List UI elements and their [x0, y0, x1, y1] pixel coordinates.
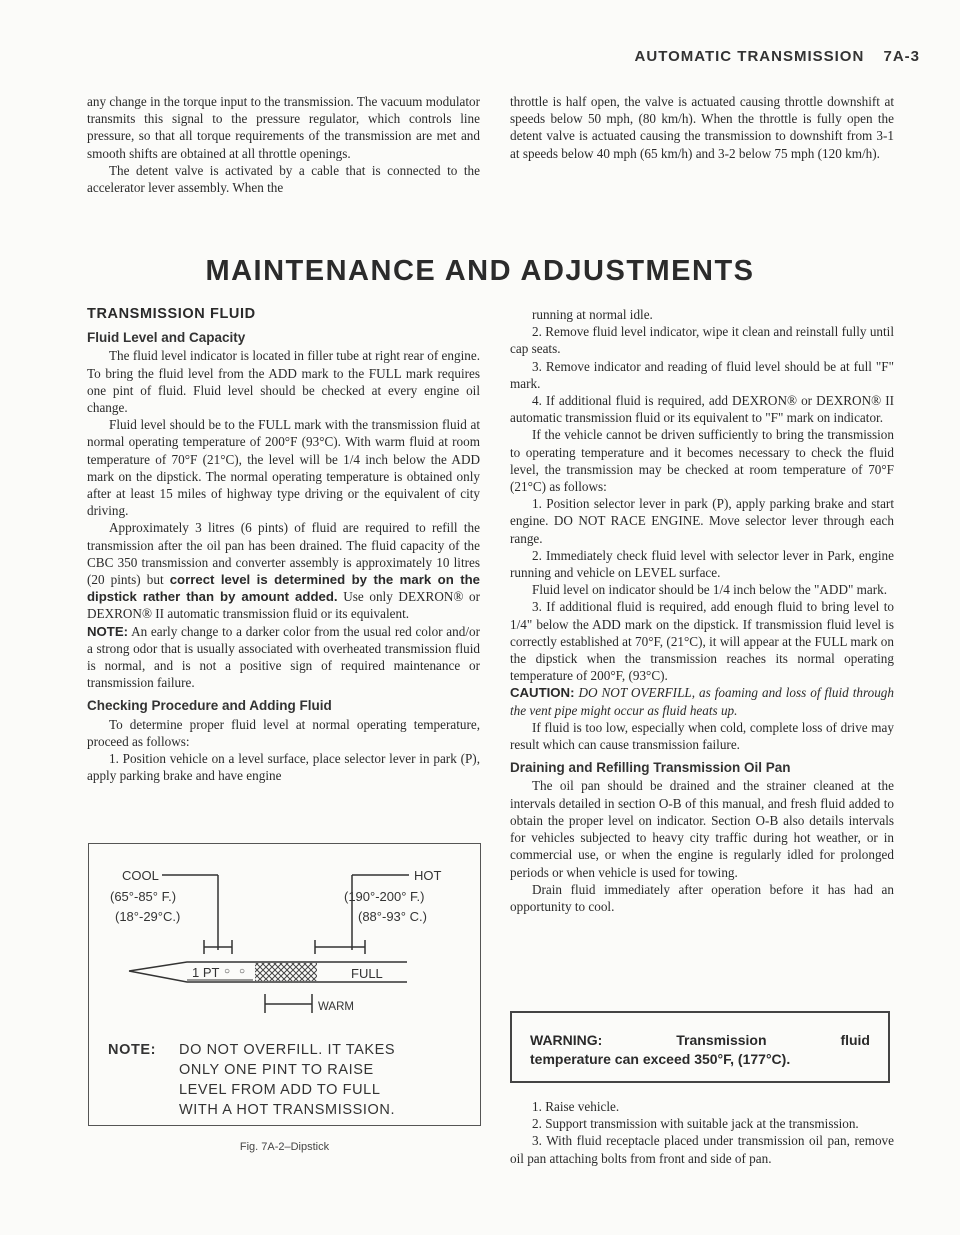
intro-paragraph-2: The detent valve is activated by a cable that is connected to the accelerator lever assembly. When the [87, 162, 480, 196]
one-pint-label: 1 PT [192, 965, 220, 980]
warm-label: WARM [318, 1001, 354, 1013]
page-number: 7A-3 [883, 48, 920, 65]
caution-text: DO NOT OVERFILL, as foaming and loss of fluid through the vent pipe might occur as fluid heats up. [510, 685, 894, 718]
add-mark-icon: ○ [224, 966, 231, 977]
warning-line: temperature can exceed 350°F, (177°C). [530, 1051, 791, 1067]
subheading-checking-procedure: Checking Procedure and Adding Fluid [87, 698, 332, 714]
full-zone-hatch [255, 963, 317, 981]
step: 1. Position vehicle on a level surface, place selector lever in park (P), apply parking brake and have engine [87, 751, 480, 784]
figure-note-line: WITH A HOT TRANSMISSION. [179, 1102, 396, 1118]
step: 3. With fluid receptacle placed under transmission oil pan, remove oil pan attaching bolts from front and side of pan. [510, 1133, 894, 1166]
step: 3. Remove indicator and reading of fluid level should be at full "F" mark. [510, 358, 894, 391]
cool-label: COOL [122, 868, 159, 883]
cool-celsius: (18°-29°C.) [115, 909, 181, 924]
warning-line [530, 1031, 870, 1050]
subheading-fluid-level: Fluid Level and Capacity [87, 330, 246, 346]
paragraph: Drain fluid immediately after operation before it has had an opportunity to cool. [510, 881, 894, 914]
paragraph: To determine proper fluid level at normal operating temperature, proceed as follows: [87, 716, 480, 749]
page-header [621, 48, 920, 65]
figure-note-line: ONLY ONE PINT TO RAISE [179, 1062, 374, 1078]
hot-fahrenheit: (190°-200° F.) [344, 889, 425, 904]
step: 2. Support transmission with suitable jack at the transmission. [532, 1116, 859, 1132]
subheading-draining: Draining and Refilling Transmission Oil Pan [510, 760, 791, 776]
left-column [87, 306, 480, 784]
intro-right-paragraph: throttle is half open, the valve is actuated causing throttle downshift at speeds below 50 mph, (80 km/h). When the throttle is fully open the detent valve is actuated causing the transmission to downshift from 3-1 at speeds below 40 mph (65 km/h) and 3-2 below 75 mph (120 km/h). [510, 94, 894, 161]
step: 4. If additional fluid is required, add DEXRON® or DEXRON® II automatic transmission fluid or its equivalent to "F" mark on indicator. [510, 393, 894, 426]
paragraph: If the vehicle cannot be driven sufficiently to bring the transmission to operating temperature and it becomes necessary to check the fluid level, the transmission may be checked at room temperature of 70°F (21°C) as follows: [510, 427, 894, 495]
warning-label: WARNING: [530, 1032, 603, 1048]
paragraph: If fluid is too low, especially when cold, complete loss of drive may result which can cause transmission failure. [510, 719, 894, 753]
full-label: FULL [351, 966, 383, 981]
warning-box [510, 1011, 890, 1083]
cool-fahrenheit: (65°-85° F.) [110, 889, 177, 904]
figure-caption: Fig. 7A-2–Dipstick [239, 1141, 330, 1153]
figure-note-line: DO NOT OVERFILL. IT TAKES [179, 1042, 396, 1058]
right-column [510, 306, 894, 915]
note [87, 623, 480, 692]
section-title: AUTOMATIC TRANSMISSION [634, 48, 865, 65]
heading-transmission-fluid: TRANSMISSION FLUID [87, 306, 256, 322]
caution [510, 684, 894, 718]
full-mark-icon: ○ [239, 966, 246, 977]
paragraph-text: Use only DEXRON® or DEXRON® II automatic transmission fluid or its equivalent. [87, 589, 481, 622]
step: 1. Position selector lever in park (P), apply parking brake and start engine. DO NOT RACE ENGINE. Move selector lever through each range. [510, 496, 894, 546]
note-label: NOTE: [87, 623, 129, 639]
hot-label: HOT [414, 868, 442, 883]
caution-label: CAUTION: [510, 685, 575, 701]
emphasis-text: correct level is determined by the mark on the dipstick rather than by amount added. [87, 572, 480, 605]
dipstick-figure [88, 843, 481, 1126]
warning-word: fluid [840, 1032, 870, 1048]
warning-word: Transmission [676, 1032, 767, 1048]
paragraph: Fluid level should be to the FULL mark with the transmission fluid at normal operating temperature of 200°F (93°C). With warm fluid at room temperature of 70°F (21°C), the level will be 1/4 inch below the ADD mark on the dipstick. The normal operating temperature is obtained only after at least 15 miles of highway type driving or the equivalent of city driving. [87, 417, 480, 519]
step: 1. Raise vehicle. [532, 1099, 620, 1114]
step: 2. Immediately check fluid level with selector lever in Park, engine running and vehicle on LEVEL surface. [510, 547, 894, 581]
paragraph: Fluid level on indicator should be 1/4 inch below the "ADD" mark. [532, 582, 888, 598]
step: 3. If additional fluid is required, add enough fluid to bring level to 1/4" below the ADD mark on the dipstick. If transmission fluid level is correctly established at 70°F, (21°C), it will appear at the FULL mark on the dipstick when the transmission reaches its normal operating temperature of 200°F, (93°C). [510, 599, 894, 684]
figure-note-label: NOTE: [108, 1042, 157, 1058]
paragraph: The fluid level indicator is located in filler tube at right rear of engine. To bring the fluid level from the ADD mark to the FULL mark requires one pint of fluid. Fluid level should be checked at every engine oil change. [87, 348, 480, 416]
paragraph [87, 519, 480, 622]
intro-right-column [510, 93, 894, 162]
hot-celsius: (88°-93° C.) [358, 909, 427, 924]
intro-paragraph: any change in the torque input to the transmission. The vacuum modulator transmits this signal to the pressure regulator, which controls line pressure, so that all torque requirements of the transmission are met and smooth shifts are obtained at all throttle openings. [87, 94, 480, 161]
figure-note-line: LEVEL FROM ADD TO FULL [179, 1082, 381, 1098]
paragraph: running at normal idle. [532, 307, 653, 322]
paragraph: The oil pan should be drained and the strainer cleaned at the intervals detailed in section O-B of this manual, and fresh fluid added to obtain the proper level on indicator. Section O-B also details intervals for vehicles subjected to heavy city traffic during hot weather, or in commercial use, or when the engine is regularly idled for prolonged periods or when vehicle is used for towing. [510, 778, 894, 880]
note-text: An early change to a darker color from the usual red color and/or a strong odor that is usually associated with overheated transmission fluid is normal, and is not a positive sign of required maintenance or transmission failure. [87, 623, 480, 691]
dipstick-diagram [89, 844, 480, 1125]
paragraph-text: Approximately 3 litres (6 pints) of fluid are required to refill the transmission after the oil pan has been drained. The fluid capacity of the CBC 350 transmission and converter assembly is approximately 10 litres (20 pints) but [87, 520, 480, 588]
intro-left-column [87, 93, 480, 196]
section-banner: MAINTENANCE AND ADJUSTMENTS [205, 255, 755, 287]
draining-steps [510, 1098, 894, 1167]
step: 2. Remove fluid level indicator, wipe it clean and reinstall fully until cap seats. [510, 324, 894, 357]
